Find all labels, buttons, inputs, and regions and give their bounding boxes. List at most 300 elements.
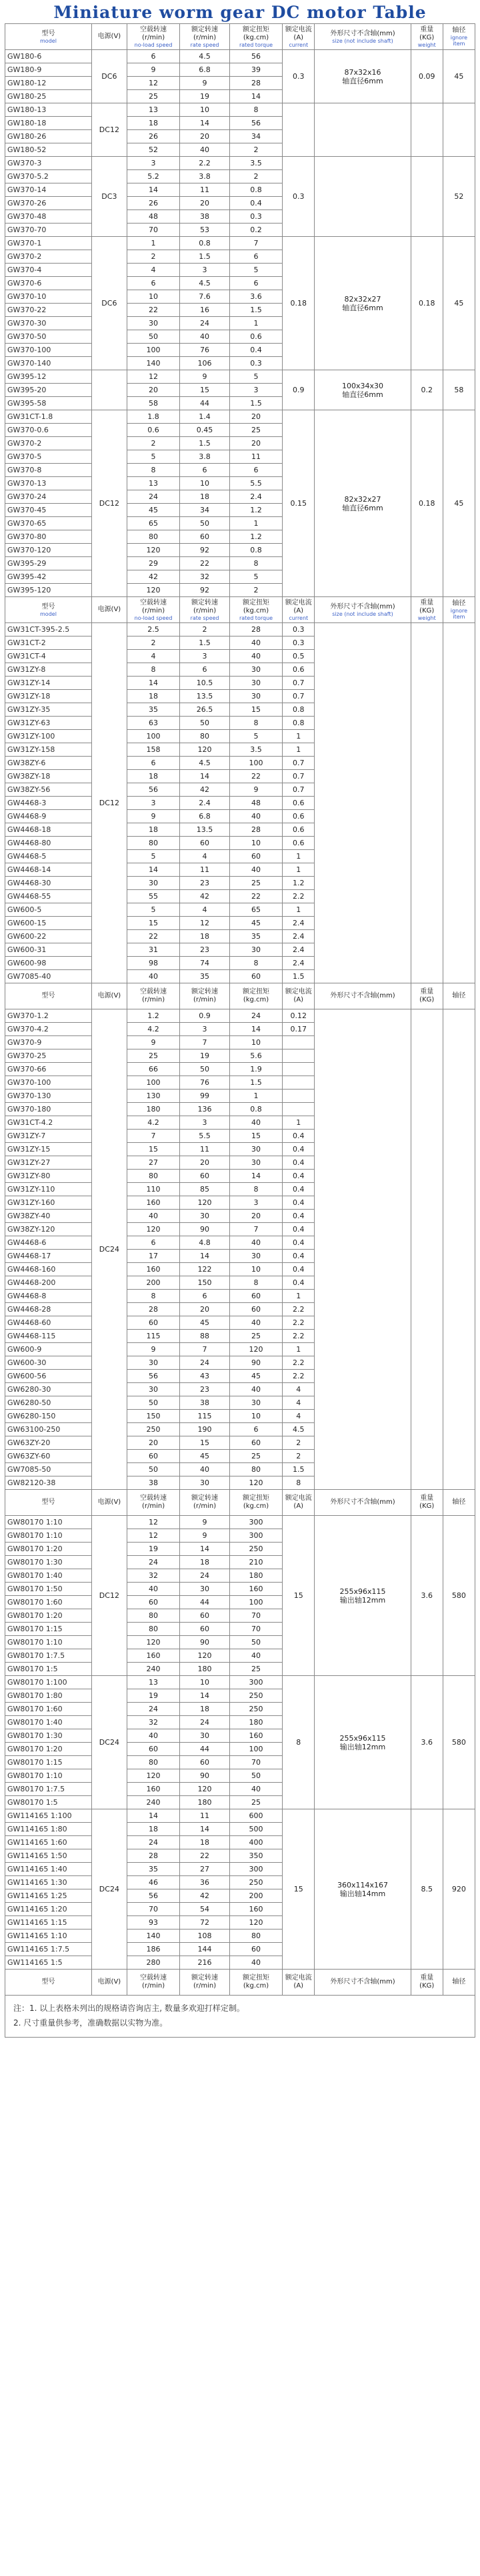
torque-cell: 600 <box>229 1809 282 1823</box>
current-cell: 0.6 <box>283 663 315 677</box>
model-cell: GW4468-8 <box>5 1290 92 1303</box>
header-model-label: 型号 <box>41 29 55 37</box>
noload-speed-cell: 40 <box>127 970 179 983</box>
rated-speed-cell: 32 <box>180 570 230 584</box>
header-rated-speed-label: 额定转速(r/min) <box>191 1974 219 1990</box>
header-torque-label: 额定扭矩(kg.cm) <box>243 598 269 614</box>
current-cell: 0.4 <box>283 1236 315 1250</box>
rated-speed-cell: 74 <box>180 957 230 970</box>
noload-speed-cell: 4 <box>127 650 179 663</box>
current-cell: 4 <box>283 1383 315 1396</box>
rated-speed-cell: 23 <box>180 943 230 957</box>
weight-cell: 0.09 <box>411 50 443 103</box>
model-cell: GW31CT-395-2.5 <box>5 623 92 636</box>
rated-speed-cell: 3 <box>180 1116 230 1130</box>
noload-speed-cell: 56 <box>127 1889 179 1903</box>
rated-speed-cell: 44 <box>180 397 230 410</box>
noload-speed-cell: 100 <box>127 1076 179 1090</box>
header-weight <box>411 1970 443 1996</box>
header-size <box>315 1970 411 1996</box>
rated-speed-cell: 120 <box>180 743 230 757</box>
shaft-cell: 45 <box>443 410 475 597</box>
model-cell: GW38ZY-40 <box>5 1210 92 1223</box>
model-cell: GW370-100 <box>5 344 92 357</box>
rated-speed-cell: 14 <box>180 117 230 130</box>
torque-cell: 2 <box>229 170 282 183</box>
noload-speed-cell: 66 <box>127 1063 179 1076</box>
torque-cell: 40 <box>229 810 282 823</box>
model-cell: GW80170 1:60 <box>5 1703 92 1716</box>
shaft-cell: 45 <box>443 50 475 103</box>
torque-cell: 20 <box>229 437 282 450</box>
noload-speed-cell: 120 <box>127 544 179 557</box>
current-cell: 0.8 <box>283 703 315 717</box>
rated-speed-cell: 42 <box>180 1889 230 1903</box>
model-cell: GW370-24 <box>5 490 92 504</box>
header-shaft-label: 轴径 <box>452 992 466 999</box>
current-cell: 0.7 <box>283 677 315 690</box>
torque-cell: 9 <box>229 783 282 797</box>
rated-speed-cell: 45 <box>180 1316 230 1330</box>
header-rated-speed-label: 额定转速(r/min) <box>191 25 219 41</box>
current-cell: 0.4 <box>283 1143 315 1156</box>
model-cell: GW63ZY-20 <box>5 1436 92 1450</box>
noload-speed-cell: 55 <box>127 890 179 903</box>
current-cell: 2.4 <box>283 917 315 930</box>
rated-speed-cell: 180 <box>180 1796 230 1809</box>
size-cell <box>315 1809 411 1970</box>
noload-speed-cell: 52 <box>127 143 179 157</box>
header-torque-label: 额定扭矩(kg.cm) <box>243 1974 269 1990</box>
torque-cell: 180 <box>229 1716 282 1729</box>
noload-speed-cell: 24 <box>127 490 179 504</box>
noload-speed-cell: 15 <box>127 917 179 930</box>
model-cell: GW600-56 <box>5 1370 92 1383</box>
noload-speed-cell: 24 <box>127 1703 179 1716</box>
rated-speed-cell: 9 <box>180 1529 230 1543</box>
header-rated-speed-english-label: rate speed <box>190 614 219 621</box>
shaft-cell: 920 <box>443 1809 475 1970</box>
size-value: 360x114x167 <box>337 1880 388 1889</box>
model-cell: GW31ZY-100 <box>5 730 92 743</box>
model-cell: GW80170 1:7.5 <box>5 1783 92 1796</box>
current-cell: 2.4 <box>283 930 315 943</box>
header-voltage-label: 电源(V) <box>97 33 121 40</box>
shaft-cell: 580 <box>443 1516 475 1676</box>
noload-speed-cell: 70 <box>127 1903 179 1916</box>
current-cell: 0.4 <box>283 1263 315 1276</box>
model-cell: GW370-4 <box>5 264 92 277</box>
current-cell: 0.7 <box>283 783 315 797</box>
rated-speed-cell: 15 <box>180 1436 230 1450</box>
torque-cell: 30 <box>229 1156 282 1170</box>
header-noload-speed <box>127 1490 179 1516</box>
noload-speed-cell: 160 <box>127 1263 179 1276</box>
torque-cell: 8 <box>229 557 282 570</box>
header-size-label: 外形尺寸不含轴(mm) <box>330 29 395 37</box>
torque-cell: 30 <box>229 943 282 957</box>
torque-cell: 210 <box>229 1556 282 1569</box>
model-cell: GW4468-9 <box>5 810 92 823</box>
torque-cell: 1.2 <box>229 504 282 517</box>
model-cell: GW114165 1:15 <box>5 1916 92 1929</box>
noload-speed-cell: 20 <box>127 384 179 397</box>
model-cell: GW80170 1:100 <box>5 1676 92 1689</box>
rated-speed-cell: 50 <box>180 717 230 730</box>
rated-speed-cell: 216 <box>180 1956 230 1970</box>
current-cell: 0.7 <box>283 770 315 783</box>
torque-cell: 100 <box>229 1743 282 1756</box>
size-cell <box>315 410 411 597</box>
header-noload-speed-label: 空载转速(r/min) <box>140 1494 167 1510</box>
noload-speed-cell: 10 <box>127 290 179 304</box>
noload-speed-cell: 35 <box>127 703 179 717</box>
torque-cell: 300 <box>229 1516 282 1529</box>
header-size-label: 外形尺寸不含轴(mm) <box>330 1498 395 1506</box>
model-cell: GW4468-6 <box>5 1236 92 1250</box>
size-cell <box>315 1676 411 1809</box>
noload-speed-cell: 6 <box>127 757 179 770</box>
rated-speed-cell: 108 <box>180 1929 230 1943</box>
rated-speed-cell: 24 <box>180 317 230 330</box>
torque-cell: 30 <box>229 1396 282 1410</box>
noload-speed-cell: 160 <box>127 1783 179 1796</box>
noload-speed-cell: 9 <box>127 810 179 823</box>
rated-speed-cell: 40 <box>180 330 230 344</box>
header-noload-speed-english-label: no-load speed <box>134 41 173 48</box>
torque-cell: 0.4 <box>229 344 282 357</box>
current-cell: 0.4 <box>283 1223 315 1236</box>
size-cell <box>315 50 411 103</box>
current-cell: 0.4 <box>283 1183 315 1196</box>
noload-speed-cell: 20 <box>127 1436 179 1450</box>
torque-cell: 0.6 <box>229 330 282 344</box>
header-rated-speed <box>180 597 230 623</box>
header-current <box>283 983 315 1009</box>
model-cell: GW63ZY-60 <box>5 1450 92 1463</box>
noload-speed-cell: 13 <box>127 103 179 117</box>
header-shaft <box>443 1970 475 1996</box>
noload-speed-cell: 12 <box>127 1516 179 1529</box>
noload-speed-cell: 60 <box>127 1743 179 1756</box>
rated-speed-cell: 122 <box>180 1263 230 1276</box>
page <box>5 0 475 2038</box>
torque-cell: 20 <box>229 410 282 424</box>
torque-cell: 3 <box>229 1196 282 1210</box>
current-cell: 0.3 <box>283 50 315 103</box>
noload-speed-cell: 60 <box>127 1316 179 1330</box>
torque-cell: 300 <box>229 1676 282 1689</box>
torque-cell: 25 <box>229 424 282 437</box>
model-cell: GW31ZY-160 <box>5 1196 92 1210</box>
model-cell: GW31CT-4 <box>5 650 92 663</box>
rated-speed-cell: 7 <box>180 1343 230 1356</box>
current-cell: 2.4 <box>283 943 315 957</box>
current-cell: 2.2 <box>283 1370 315 1383</box>
model-cell: GW38ZY-120 <box>5 1223 92 1236</box>
header-voltage <box>91 1490 127 1516</box>
noload-speed-cell: 56 <box>127 783 179 797</box>
rated-speed-cell: 9 <box>180 1516 230 1529</box>
current-cell: 8 <box>283 1476 315 1490</box>
model-cell: GW370-5.2 <box>5 170 92 183</box>
model-cell: GW80170 1:20 <box>5 1743 92 1756</box>
weight-cell <box>411 623 443 983</box>
rated-speed-cell: 18 <box>180 1836 230 1849</box>
rated-speed-cell: 26.5 <box>180 703 230 717</box>
header-model-label: 型号 <box>41 1498 55 1506</box>
torque-cell: 70 <box>229 1609 282 1623</box>
torque-cell: 8 <box>229 717 282 730</box>
model-cell: GW38ZY-6 <box>5 757 92 770</box>
torque-cell: 250 <box>229 1703 282 1716</box>
weight-cell: 0.2 <box>411 370 443 410</box>
model-cell: GW180-18 <box>5 117 92 130</box>
torque-cell: 6 <box>229 1423 282 1436</box>
noload-speed-cell: 26 <box>127 130 179 143</box>
rated-speed-cell: 20 <box>180 197 230 210</box>
model-cell: GW6280-150 <box>5 1410 92 1423</box>
header-torque <box>229 24 282 50</box>
torque-cell: 7 <box>229 237 282 250</box>
rated-speed-cell: 43 <box>180 1370 230 1383</box>
rated-speed-cell: 3 <box>180 264 230 277</box>
size-cell <box>315 370 411 410</box>
model-cell: GW80170 1:10 <box>5 1529 92 1543</box>
rated-speed-cell: 16 <box>180 304 230 317</box>
noload-speed-cell: 18 <box>127 117 179 130</box>
noload-speed-cell: 6 <box>127 1236 179 1250</box>
noload-speed-cell: 26 <box>127 197 179 210</box>
torque-cell: 3 <box>229 384 282 397</box>
voltage-cell: DC12 <box>91 410 127 597</box>
model-cell: GW370-4.2 <box>5 1023 92 1036</box>
model-cell: GW6280-50 <box>5 1396 92 1410</box>
current-cell: 0.4 <box>283 1250 315 1263</box>
torque-cell: 100 <box>229 1596 282 1609</box>
torque-cell: 2 <box>229 143 282 157</box>
noload-speed-cell: 80 <box>127 530 179 544</box>
noload-speed-cell: 80 <box>127 837 179 850</box>
torque-cell: 0.3 <box>229 210 282 224</box>
torque-cell: 14 <box>229 90 282 103</box>
header-voltage <box>91 983 127 1009</box>
header-rated-speed <box>180 24 230 50</box>
rated-speed-cell: 27 <box>180 1863 230 1876</box>
rated-speed-cell: 85 <box>180 1183 230 1196</box>
shaft-cell <box>443 103 475 157</box>
header-weight-label: 重量(KG) <box>419 598 435 614</box>
voltage-cell: DC24 <box>91 1009 127 1490</box>
rated-speed-cell: 50 <box>180 1063 230 1076</box>
current-cell: 4 <box>283 1410 315 1423</box>
noload-speed-cell: 18 <box>127 770 179 783</box>
header-shaft <box>443 597 475 623</box>
torque-cell: 300 <box>229 1863 282 1876</box>
rated-speed-cell: 24 <box>180 1356 230 1370</box>
torque-cell: 10 <box>229 1036 282 1049</box>
rated-speed-cell: 14 <box>180 1823 230 1836</box>
noload-speed-cell: 8 <box>127 663 179 677</box>
header-shaft-label: 轴径 <box>452 1978 466 1986</box>
header-rated-speed-label: 额定转速(r/min) <box>191 1494 219 1510</box>
rated-speed-cell: 10.5 <box>180 677 230 690</box>
torque-cell: 70 <box>229 1623 282 1636</box>
torque-cell: 30 <box>229 1250 282 1263</box>
current-cell: 0.4 <box>283 1130 315 1143</box>
rated-speed-cell: 0.9 <box>180 1009 230 1023</box>
torque-cell: 25 <box>229 1663 282 1676</box>
model-cell: GW370-6 <box>5 277 92 290</box>
rated-speed-cell: 30 <box>180 1583 230 1596</box>
shaft-cell: 45 <box>443 237 475 370</box>
noload-speed-cell: 80 <box>127 1623 179 1636</box>
header-current <box>283 1970 315 1996</box>
noload-speed-cell: 14 <box>127 183 179 197</box>
rated-speed-cell: 19 <box>180 90 230 103</box>
model-cell: GW395-42 <box>5 570 92 584</box>
rated-speed-cell: 0.8 <box>180 237 230 250</box>
model-cell: GW4468-17 <box>5 1250 92 1263</box>
rated-speed-cell: 180 <box>180 1663 230 1676</box>
model-cell: GW180-26 <box>5 130 92 143</box>
current-cell: 15 <box>283 1516 315 1676</box>
noload-speed-cell: 5 <box>127 850 179 863</box>
model-cell: GW31ZY-63 <box>5 717 92 730</box>
torque-cell: 60 <box>229 1436 282 1450</box>
header-model <box>5 1970 92 1996</box>
model-cell: GW31ZY-8 <box>5 663 92 677</box>
current-cell: 0.15 <box>283 410 315 597</box>
rated-speed-cell: 24 <box>180 1716 230 1729</box>
model-cell: GW370-10 <box>5 290 92 304</box>
rated-speed-cell: 120 <box>180 1783 230 1796</box>
noload-speed-cell: 130 <box>127 1090 179 1103</box>
model-cell: GW80170 1:7.5 <box>5 1649 92 1663</box>
torque-cell: 10 <box>229 1410 282 1423</box>
model-cell: GW7085-40 <box>5 970 92 983</box>
rated-speed-cell: 45 <box>180 1450 230 1463</box>
size-cell <box>315 1009 411 1490</box>
noload-speed-cell: 22 <box>127 930 179 943</box>
current-cell: 0.17 <box>283 1023 315 1036</box>
noload-speed-cell: 18 <box>127 823 179 837</box>
model-cell: GW31ZY-158 <box>5 743 92 757</box>
current-cell <box>283 1036 315 1049</box>
rated-speed-cell: 90 <box>180 1636 230 1649</box>
header-rated-speed <box>180 1970 230 1996</box>
torque-cell: 40 <box>229 1116 282 1130</box>
rated-speed-cell: 23 <box>180 1383 230 1396</box>
model-cell: GW370-140 <box>5 357 92 370</box>
rated-speed-cell: 38 <box>180 210 230 224</box>
model-cell: GW600-98 <box>5 957 92 970</box>
model-cell: GW370-1 <box>5 237 92 250</box>
shaft-cell <box>443 623 475 983</box>
torque-cell: 60 <box>229 970 282 983</box>
header-current-english-label: current <box>289 614 309 621</box>
header-size <box>315 983 411 1009</box>
noload-speed-cell: 30 <box>127 1383 179 1396</box>
current-cell: 0.12 <box>283 1009 315 1023</box>
rated-speed-cell: 9 <box>180 370 230 384</box>
current-cell: 0.4 <box>283 1156 315 1170</box>
shaft-note: 输出轴14mm <box>339 1889 386 1898</box>
table-row <box>5 1516 475 1529</box>
rated-speed-cell: 1.5 <box>180 250 230 264</box>
model-cell: GW80170 1:15 <box>5 1623 92 1636</box>
rated-speed-cell: 2 <box>180 623 230 636</box>
model-cell: GW31ZY-14 <box>5 677 92 690</box>
current-cell: 2 <box>283 1436 315 1450</box>
rated-speed-cell: 6.8 <box>180 810 230 823</box>
current-cell: 0.7 <box>283 690 315 703</box>
header-rated-speed <box>180 1490 230 1516</box>
rated-speed-cell: 24 <box>180 1569 230 1583</box>
header-shaft-label: 轴径 <box>452 600 466 607</box>
noload-speed-cell: 80 <box>127 1170 179 1183</box>
header-voltage-label: 电源(V) <box>97 992 121 999</box>
model-cell: GW370-0.6 <box>5 424 92 437</box>
shaft-note: 轴直径6mm <box>342 390 383 399</box>
torque-cell: 350 <box>229 1849 282 1863</box>
noload-speed-cell: 17 <box>127 1250 179 1263</box>
torque-cell: 24 <box>229 1009 282 1023</box>
table-row <box>5 1009 475 1023</box>
current-cell: 2.2 <box>283 1316 315 1330</box>
shaft-note: 轴直径6mm <box>342 503 383 512</box>
noload-speed-cell: 6 <box>127 50 179 63</box>
current-cell: 0.3 <box>283 636 315 650</box>
noload-speed-cell: 7 <box>127 1130 179 1143</box>
model-cell: GW395-58 <box>5 397 92 410</box>
header-weight-english-label: weight <box>417 614 436 621</box>
noload-speed-cell: 150 <box>127 1410 179 1423</box>
noload-speed-cell: 6 <box>127 277 179 290</box>
model-cell: GW180-12 <box>5 77 92 90</box>
size-cell <box>315 237 411 370</box>
header-weight-english-label: weight <box>417 41 436 48</box>
model-cell: GW370-22 <box>5 304 92 317</box>
model-cell: GW4468-60 <box>5 1316 92 1330</box>
header-current-label: 额定电流(A) <box>285 988 312 1003</box>
torque-cell: 1.5 <box>229 304 282 317</box>
torque-cell: 40 <box>229 1236 282 1250</box>
noload-speed-cell: 2 <box>127 250 179 264</box>
torque-cell: 30 <box>229 1143 282 1156</box>
rated-speed-cell: 42 <box>180 783 230 797</box>
voltage-cell: DC12 <box>91 623 127 983</box>
current-cell: 0.4 <box>283 1276 315 1290</box>
noload-speed-cell: 140 <box>127 357 179 370</box>
torque-cell: 40 <box>229 1383 282 1396</box>
torque-cell: 1 <box>229 517 282 530</box>
noload-speed-cell: 60 <box>127 1596 179 1609</box>
torque-cell: 65 <box>229 903 282 917</box>
torque-cell: 28 <box>229 823 282 837</box>
current-cell: 1 <box>283 850 315 863</box>
noload-speed-cell: 48 <box>127 210 179 224</box>
rated-speed-cell: 30 <box>180 1210 230 1223</box>
noload-speed-cell: 29 <box>127 557 179 570</box>
model-cell: GW80170 1:40 <box>5 1716 92 1729</box>
noload-speed-cell: 180 <box>127 1103 179 1116</box>
current-cell: 0.3 <box>283 623 315 636</box>
noload-speed-cell: 25 <box>127 90 179 103</box>
current-cell: 2.2 <box>283 1303 315 1316</box>
noload-speed-cell: 14 <box>127 1809 179 1823</box>
rated-speed-cell: 34 <box>180 504 230 517</box>
